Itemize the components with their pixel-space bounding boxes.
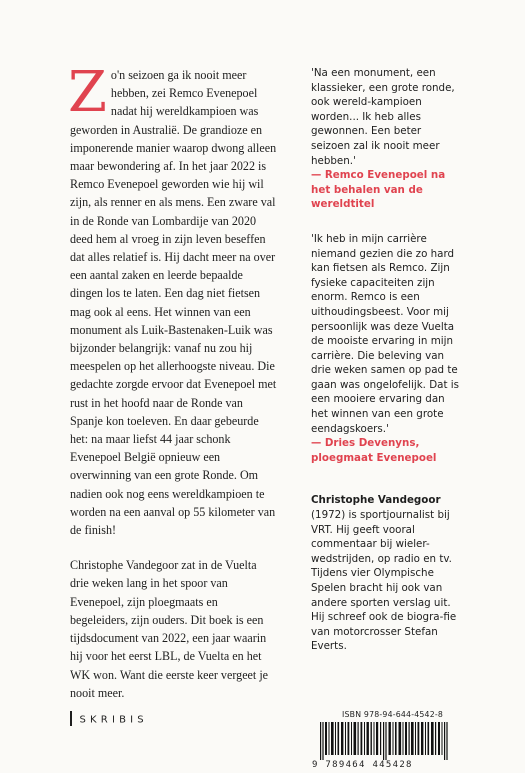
barcode-icon (320, 722, 454, 760)
quote-block-2 (311, 232, 459, 466)
publisher-logo (70, 712, 148, 727)
publisher-bar-icon (70, 711, 72, 726)
drop-cap: Z (68, 60, 107, 125)
quote-attribution: — Remco Evenepoel na het behalen van de wereldtitel (311, 169, 446, 211)
blurb-paragraph-1-text: o'n seizoen ga ik nooit meer hebben, zei Remco Evenepoel nadat hij wereldkampioen was geworden in Australië. De grandioze en imponerende manier waarop dwong alleen maar bewondering af. In het jaar 2022 is Remco Evenepoel geworden wie hij wil zijn, als renner en als mens. Een zware val in de Ronde van Lombardije van 2020 deed hem al vroeg in zijn leven beseffen dat alles relatief is. Hij dacht meer na over een aantal zaken en leerde bepaalde dingen los te laten. Een dag niet fietsen mag ook al eens. Het winnen van een monument als Luik-Bastenaken-Luik was bijzonder belangrijk: vanaf nu zou hij meespelen op het allerhoogste niveau. Die gedachte zorgde ervoor dat Evenepoel met rust in het hoofd naar de Ronde van Spanje kon toeleven. En daar gebeurde het: na maar liefst 44 jaar schonk Evenepoel België opnieuw een overwinning van een grote Ronde. Om nadien ook nog eens wereldkampioen te worden na een aanval op 55 kilometer van de finish! (70, 68, 277, 538)
blurb-paragraph-2: Christophe Vandegoor zat in de Vuelta drie weken lang in het spoor van Evenepoel, zijn ploegmaats en begeleiders, zijn ouders. Dit boek is een tijdsdocument van 2022, een jaar waarin hij voor het eerst LBL, de Vuelta en het WK won. Want die eerste keer vergeet je nooit meer. (70, 558, 269, 700)
quote-attribution: — Dries Devenyns, ploegmaat Evenepoel (311, 437, 437, 464)
author-name: Christophe Vandegoor (311, 494, 441, 507)
quote-block-1 (311, 66, 459, 212)
barcode-digits: 9 789464 445428 (312, 760, 413, 770)
bio-text: (1972) is sportjournalist bij VRT. Hij geeft vooral commentaar bij wieler-wedstrijden, op radio en tv. Tijdens vier Olympische Spelen bracht hij ook van andere sporten verslag uit. Hij schreef ook de biogra-fie van motorcrosser Stefan Everts. (311, 509, 457, 653)
isbn-label: ISBN 978-94-644-4542-8 (342, 710, 444, 719)
blurb-paragraph-1 (68, 60, 278, 539)
author-bio (311, 493, 459, 654)
blurb-column (68, 60, 278, 702)
quotes-column (311, 66, 459, 674)
publisher-name: SKRIBIS (79, 714, 148, 726)
quote-text: 'Ik heb in mijn carrière niemand gezien die zo hard kan fietsen als Remco. Zijn fysieke capaciteiten zijn enorm. Remco is een uithoudingsbeest. Voor mij persoonlijk was deze Vuelta de mooiste ervaring in mijn carrière. Die beleving van drie weken samen op pad te gaan was ongelofelijk. Dat is een mooiere ervaring dan het winnen van een grote eendagskoers.' (311, 232, 460, 435)
barcode-area (312, 710, 460, 770)
bio-paragraph (311, 493, 459, 654)
quote-text: 'Na een monument, een klassieker, een grote ronde, ook wereld-kampioen worden... Ik heb alles gewonnen. Een beter seizoen zal ik nooit meer hebben.' (311, 67, 455, 167)
